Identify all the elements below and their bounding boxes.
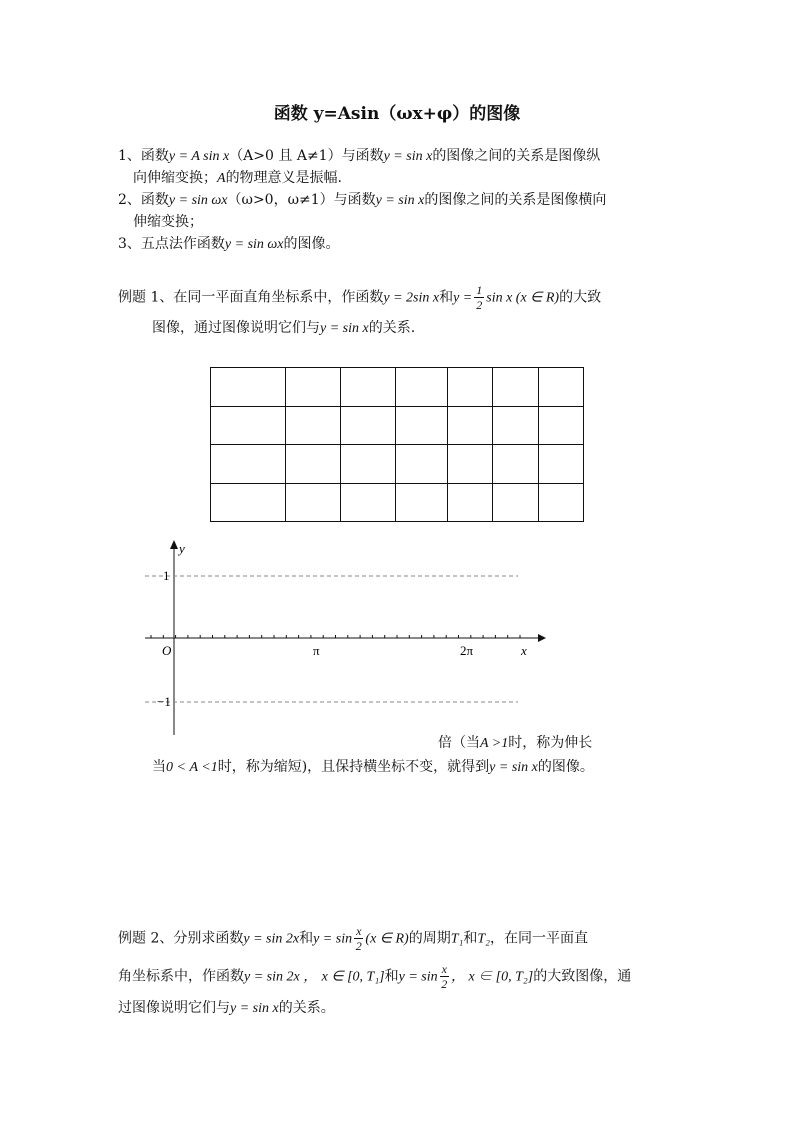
formula: sin x (x ∈ R) (486, 290, 560, 306)
example-1-line-1 (118, 283, 601, 312)
x-axis-arrow (538, 634, 546, 642)
table-cell (448, 483, 493, 522)
numerator: x (441, 962, 447, 976)
text: 的物理意义是振幅. (225, 170, 343, 186)
two-pi-label: 2π (460, 643, 474, 658)
coordinate-axes (140, 535, 550, 735)
text: 图像，通过图像说明它们与 (152, 320, 320, 336)
blank-value-table (210, 367, 584, 522)
table-cell (341, 406, 396, 445)
text: 角坐标系中，作函数 (118, 968, 244, 985)
text: 的关系. (368, 320, 416, 336)
formula: A >1 (480, 736, 509, 751)
formula: y = sin x (320, 321, 369, 336)
formula: y = sin 2x ， (244, 969, 318, 985)
text: ，在同一平面直 (490, 930, 589, 947)
y-axis-arrow (170, 540, 178, 549)
table-cell (493, 445, 539, 484)
numerator: 1 (476, 283, 483, 297)
page-title: 函数 y=Asin（ωx+φ）的图像 (273, 104, 521, 124)
table-cell (286, 368, 341, 407)
table-cell (286, 406, 341, 445)
text: 1、函数 (118, 148, 169, 164)
formula: y = sin ωx (168, 193, 228, 208)
formula: T₁ (450, 931, 464, 947)
text: 和 (299, 930, 314, 947)
text: 3、五点法作函数 (118, 236, 225, 252)
table-cell (341, 445, 396, 484)
denominator: 2 (441, 977, 448, 991)
table-cell (211, 368, 286, 407)
formula: (x ∈ R) (365, 931, 409, 947)
one-label: 1 (163, 568, 170, 583)
formula: ， x ∈ [0, T₂] (450, 969, 534, 985)
origin-label: O (162, 643, 172, 658)
table-cell (396, 483, 448, 522)
formula: y = A sin x (168, 149, 230, 164)
text: 的周期 (408, 930, 451, 947)
text: 的图像。 (537, 759, 594, 775)
text: 的图像之间的关系是图像纵 (432, 148, 601, 164)
formula: A (217, 171, 226, 186)
text: （ω>0，ω≠1）与函数 (227, 192, 376, 208)
point-1-line-2 (133, 168, 342, 189)
formula: y = sin x (230, 1001, 279, 1016)
table-cell (211, 483, 286, 522)
denominator: 2 (476, 298, 483, 312)
neg-one-label: −1 (157, 694, 171, 709)
table-cell (448, 406, 493, 445)
example-1-line-2 (152, 318, 415, 339)
fraction (354, 924, 363, 953)
table-cell (396, 445, 448, 484)
fraction (440, 962, 449, 991)
table-cell (448, 445, 493, 484)
text: 和 (384, 968, 399, 985)
formula: y = sin 2x (243, 931, 300, 947)
pi-label: π (313, 643, 320, 658)
text: （A>0 且 A≠1）与函数 (229, 148, 384, 164)
text: 的大致图像，通 (533, 968, 632, 985)
table-cell (493, 406, 539, 445)
formula: y = sin (398, 969, 438, 985)
text: 的图像之间的关系是图像横向 (424, 192, 607, 208)
table-cell (341, 368, 396, 407)
point-2-line-1 (118, 190, 606, 211)
example-2-line-3 (118, 998, 335, 1019)
example-2-line-2 (118, 962, 631, 991)
table-cell (211, 406, 286, 445)
text: 的大致 (559, 289, 602, 306)
table-cell (493, 483, 539, 522)
numerator: x (356, 924, 362, 938)
text: 例题 2、分别求函数 (118, 930, 244, 947)
formula: y = sin x (383, 149, 433, 164)
text: 向伸缩变换； (133, 170, 217, 186)
text: 倍（当 (438, 735, 480, 751)
x-axis-label: x (521, 643, 527, 658)
table-cell (211, 445, 286, 484)
text: 时，称为缩短)，且保持横坐标不变，就得到 (217, 759, 490, 775)
text: 过图像说明它们与 (118, 1000, 230, 1016)
formula: 0 < A <1 (166, 760, 218, 775)
text: 伸缩变换； (133, 214, 203, 230)
denominator: 2 (355, 939, 362, 953)
summary-line-2 (152, 757, 594, 778)
table-cell (539, 445, 584, 484)
table-cell (396, 368, 448, 407)
text: 当 (152, 759, 166, 775)
text: 例题 1、在同一平面直角坐标系中，作函数 (118, 289, 384, 306)
table-cell (286, 483, 341, 522)
fraction (474, 283, 484, 312)
point-2-line-2 (133, 212, 203, 232)
table-cell (396, 406, 448, 445)
table-cell (286, 445, 341, 484)
point-1-line-1 (118, 146, 600, 167)
formula: y = sin x (489, 760, 538, 775)
formula: y = (453, 290, 473, 306)
text: 的图像。 (283, 236, 340, 252)
text: 的关系。 (278, 1000, 335, 1016)
text: 和 (463, 930, 478, 947)
formula: T₂ (477, 931, 491, 947)
formula: y = sin (313, 931, 353, 947)
text: 时，称为伸长 (508, 735, 593, 751)
table-cell (539, 368, 584, 407)
point-3-line (118, 234, 340, 255)
example-2-line-1 (118, 924, 588, 953)
table-cell (493, 368, 539, 407)
formula: x ∈ [0, T₁] (321, 969, 385, 985)
formula: y = sin ωx (224, 237, 284, 252)
formula: y = 2sin x (383, 290, 440, 306)
formula: y = sin x (375, 193, 425, 208)
table-cell (539, 483, 584, 522)
table-cell (341, 483, 396, 522)
summary-line-1 (118, 733, 592, 754)
table-cell (539, 406, 584, 445)
text: 和 (439, 289, 454, 306)
y-axis-label: y (179, 541, 185, 556)
table-cell (448, 368, 493, 407)
text: 2、函数 (118, 192, 169, 208)
